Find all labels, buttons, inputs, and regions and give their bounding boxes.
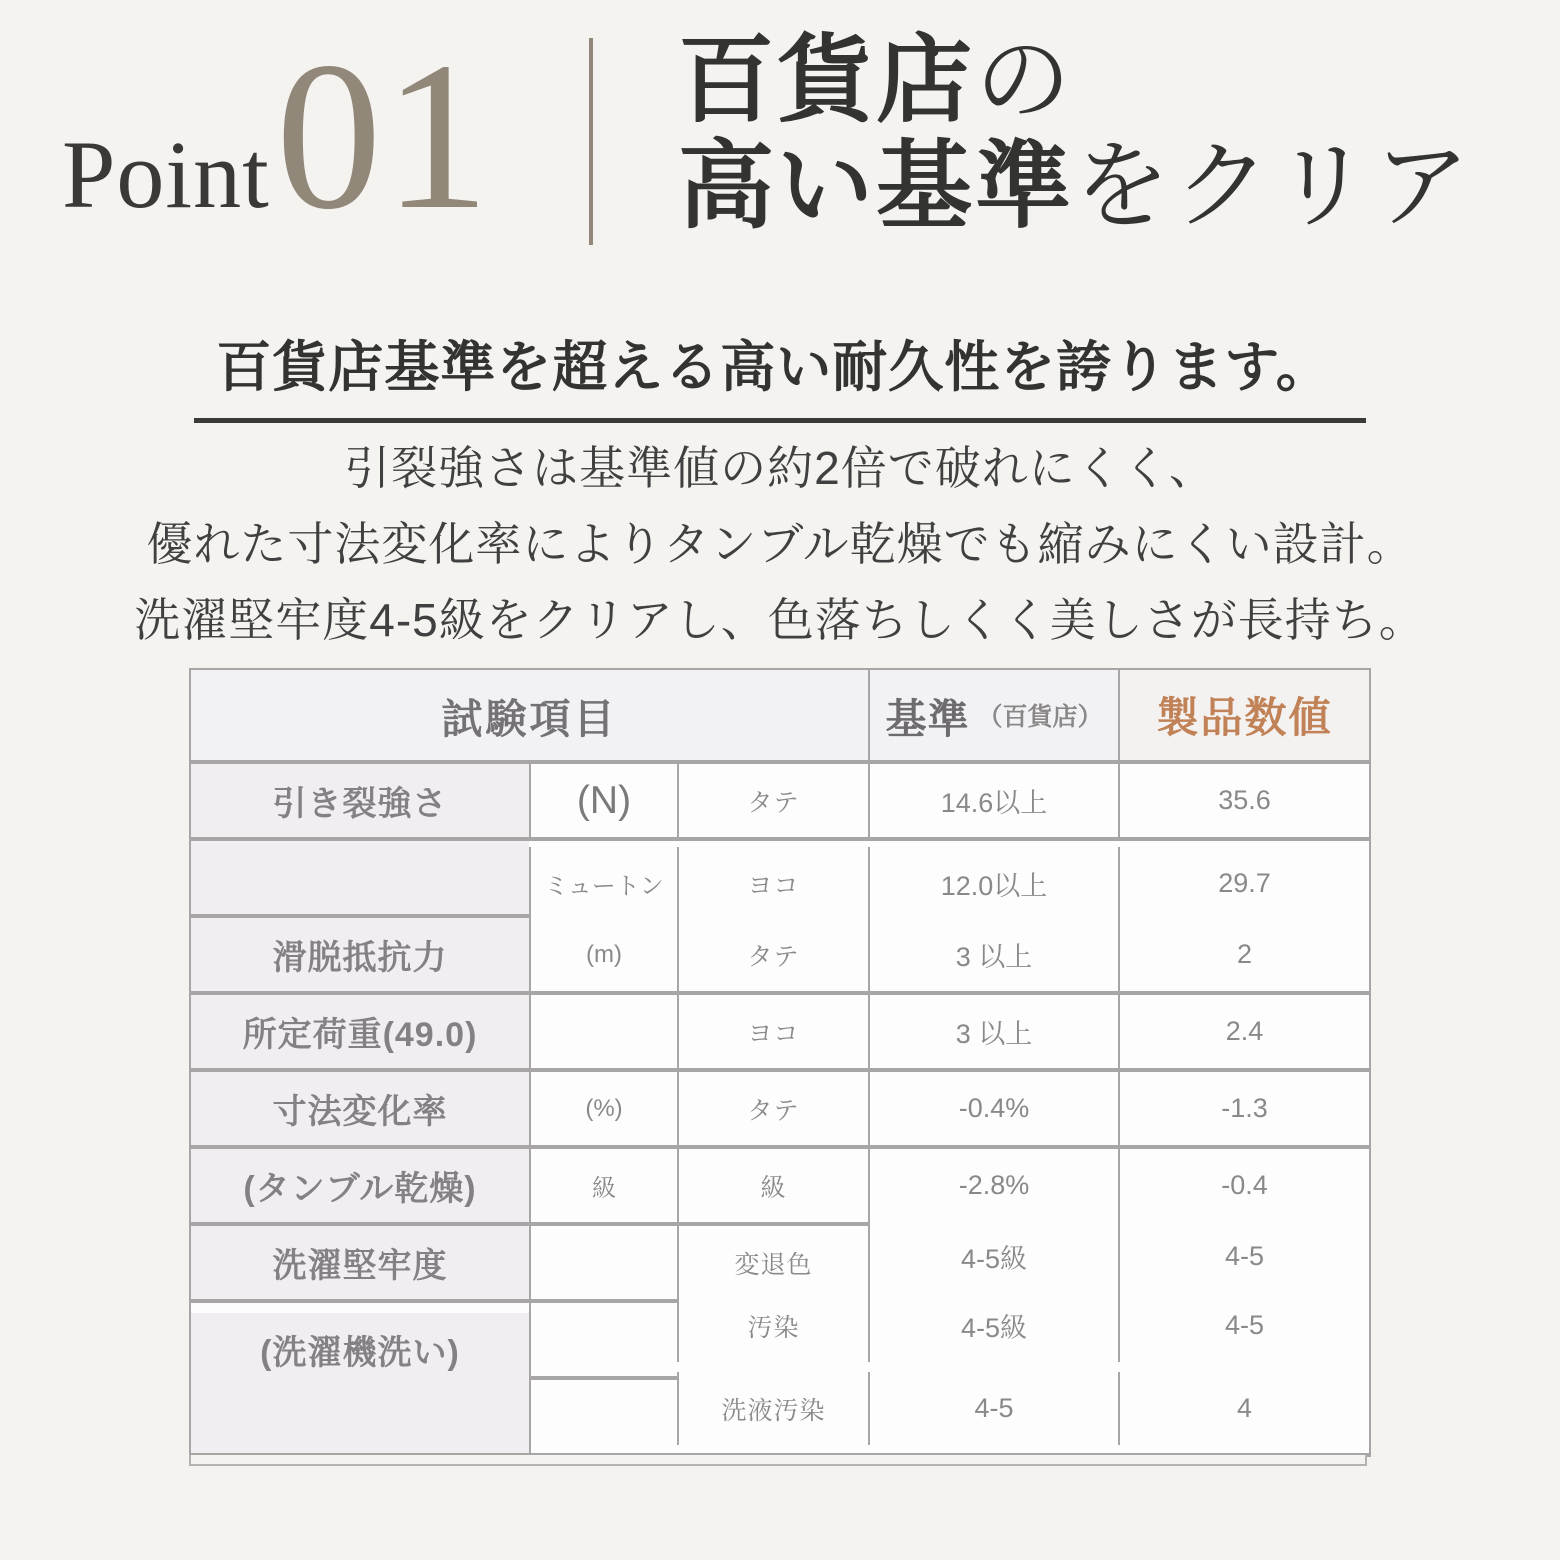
main-title-line1-strong: 百貨店 — [678, 27, 975, 134]
lead-headline: 百貨店基準を超える高い耐久性を誇ります。 — [194, 323, 1366, 423]
lead-line-2: 優れた寸法変化率によりタンブル乾燥でも縮みにくい設計。 — [146, 518, 1414, 570]
cell-test-item: 滑脱抵抗力 — [191, 918, 529, 991]
cell-test-item — [191, 1380, 529, 1453]
header-cell-product-value: 製品数値 — [1118, 670, 1369, 760]
cell-unit: (N) — [529, 764, 677, 837]
cell-unit: (m) — [529, 918, 677, 991]
main-title — [678, 28, 1474, 240]
header-standard-label: 基準 — [885, 695, 970, 742]
cell-standard: -2.8% — [868, 1149, 1118, 1222]
cell-standard: 3 以上 — [868, 918, 1118, 991]
main-title-line2-strong: 高い基準 — [678, 133, 1074, 240]
table-row — [191, 1145, 1369, 1222]
cell-product-value: 2.4 — [1118, 995, 1369, 1068]
lead-headline-wrap — [0, 323, 1560, 423]
cell-condition: ヨコ — [677, 995, 868, 1068]
cell-condition: ヨコ — [677, 847, 868, 920]
lead-line-3: 洗濯堅牢度4-5級をクリアし、色落ちしくく美しさが長持ち。 — [134, 594, 1426, 646]
spec-table-header — [191, 670, 1369, 760]
cell-standard: 4-5級 — [868, 1220, 1118, 1293]
cell-test-item: 洗濯堅牢度 — [191, 1226, 529, 1299]
cell-standard: 4-5 — [868, 1372, 1118, 1445]
table-row — [191, 760, 1369, 837]
cell-test-item — [191, 841, 529, 914]
header-cell-standard — [868, 670, 1118, 760]
cell-unit — [529, 1380, 677, 1453]
main-title-line2-light: をクリア — [1074, 133, 1474, 240]
main-title-line1-light: の — [975, 27, 1075, 134]
cell-test-item: (洗濯機洗い) — [191, 1313, 529, 1386]
cell-condition: 級 — [677, 1149, 868, 1222]
cell-product-value: 35.6 — [1118, 764, 1369, 837]
table-row — [191, 837, 1369, 914]
cell-unit: 級 — [529, 1149, 677, 1222]
cell-standard: 3 以上 — [868, 995, 1118, 1068]
spec-table — [189, 668, 1371, 1457]
cell-standard: 14.6以上 — [868, 764, 1118, 837]
main-title-line1 — [678, 28, 1474, 134]
cell-product-value: 29.7 — [1118, 847, 1369, 920]
cell-product-value: 4-5 — [1118, 1289, 1369, 1362]
table-row — [191, 1222, 1369, 1299]
table-row — [191, 991, 1369, 1068]
point-badge — [62, 18, 492, 253]
main-title-line2 — [678, 134, 1474, 240]
cell-test-item: 引き裂強さ — [191, 764, 529, 837]
table-row — [191, 914, 1369, 991]
cell-condition: 洗液汚染 — [677, 1372, 868, 1445]
table-row — [191, 1376, 1369, 1453]
cell-condition: タテ — [677, 918, 868, 991]
cell-unit: (%) — [529, 1072, 677, 1145]
cell-condition: 変退色 — [677, 1226, 868, 1299]
cell-product-value: 2 — [1118, 918, 1369, 991]
header-standard-note: （百貨店） — [977, 703, 1103, 731]
cell-condition: タテ — [677, 1072, 868, 1145]
cell-unit — [529, 1303, 677, 1376]
lead-line-1: 引裂強さは基準値の約2倍で破れにくく、 — [344, 442, 1216, 494]
cell-standard: 4-5級 — [868, 1289, 1118, 1362]
point-number: 01 — [275, 18, 492, 253]
cell-product-value: 4-5 — [1118, 1220, 1369, 1293]
table-row — [191, 1068, 1369, 1145]
vertical-divider — [589, 38, 593, 245]
cell-unit — [529, 1226, 677, 1299]
cell-condition: タテ — [677, 764, 868, 837]
point-label: Point — [62, 121, 270, 228]
cell-product-value: -0.4 — [1118, 1149, 1369, 1222]
cell-test-item: 所定荷重(49.0) — [191, 995, 529, 1068]
cell-standard: 12.0以上 — [868, 847, 1118, 920]
cell-unit: ミュートン — [529, 847, 677, 920]
header-cell-test-item: 試験項目 — [441, 695, 618, 742]
table-row — [191, 1299, 1369, 1376]
table-footer-strip — [189, 1455, 1367, 1466]
cell-condition: 汚染 — [677, 1289, 868, 1362]
cell-test-item: (タンブル乾燥) — [191, 1149, 529, 1222]
cell-standard: -0.4% — [868, 1072, 1118, 1145]
cell-product-value: -1.3 — [1118, 1072, 1369, 1145]
cell-product-value: 4 — [1118, 1372, 1369, 1445]
lead-paragraph — [0, 430, 1560, 658]
cell-unit — [529, 995, 677, 1068]
cell-test-item: 寸法変化率 — [191, 1072, 529, 1145]
